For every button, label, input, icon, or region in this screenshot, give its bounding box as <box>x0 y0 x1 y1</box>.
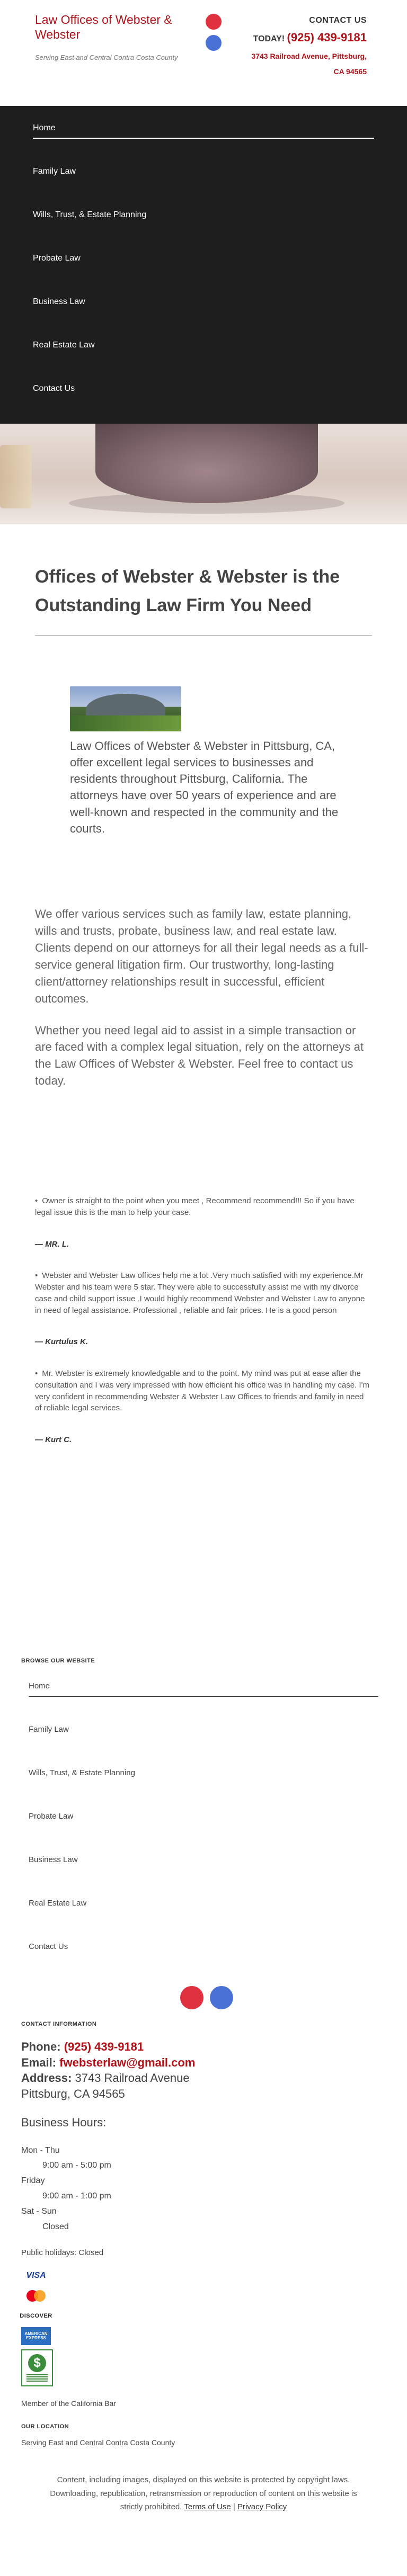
address-label: Address: <box>21 2071 72 2085</box>
privacy-policy-link[interactable]: Privacy Policy <box>237 2502 287 2512</box>
footer-social-red-icon[interactable] <box>180 1986 204 2009</box>
footer-nav <box>21 1676 386 1980</box>
review-text: • Webster and Webster Law offices help me a lot .Very much satisfied with my experience.Mr Webster and his team were 5 star. They were able to successfully assist me with my divorce case and child support issue .I would highly recommend Webster and Webster Law to anyone in need of legal assistance. Professional , reliable and fair prices. He is a good person <box>35 1270 372 1316</box>
main-content <box>0 524 407 1446</box>
terms-of-use-link[interactable]: Terms of Use <box>184 2502 231 2512</box>
contact-cta-paragraph: Whether you need legal aid to assist in a simple transaction or are faced with a complex legal situation, rely on the attorneys at the Law Offices of Webster & Webster. Feel free to contact us today. <box>35 1023 364 1088</box>
social-links <box>206 14 222 56</box>
footer-phone-row <box>21 2039 386 2055</box>
hero-gavel-base <box>95 424 318 503</box>
review-author: — Kurt C. <box>35 1435 72 1445</box>
headline-divider <box>35 635 372 636</box>
public-holidays: Public holidays: Closed <box>21 2248 104 2258</box>
about-text: Law Offices of Webster & Webster in Pittsburg, CA, offer excellent legal services to businesses and residents throughout Pittsburg, California. The attorneys have over 50 years of experience and are well-known and respected in the community and the courts. <box>70 739 339 835</box>
contact-info-heading: CONTACT INFORMATION <box>21 2020 97 2027</box>
nav-item-wills-trust-estate[interactable]: Wills, Trust, & Estate Planning <box>33 210 147 219</box>
visa-card-icon: VISA <box>26 2271 46 2280</box>
review-text: • Owner is straight to the point when you meet , Recommend recommend!!! So if you have legal issue this is the man to help your case. <box>35 1195 372 1219</box>
services-paragraph: We offer various services such as family law, estate planning, wills and trusts, probate, business law, and real estate law. Clients depend on our attorneys for all their legal needs as a full-service general litigation firm. Our trustworthy, long-lasting client/attorney relationships result in successful, efficient outcomes. <box>35 907 368 1005</box>
hours-title: Business Hours: <box>21 2115 107 2129</box>
hours-time: 9:00 am - 5:00 pm <box>42 2161 111 2170</box>
page-headline: Offices of Webster & Webster is the Outstanding Law Firm You Need <box>35 567 340 616</box>
nav-item-probate-law[interactable]: Probate Law <box>33 254 81 263</box>
footer-nav-family-law[interactable]: Family Law <box>29 1724 69 1734</box>
hero-gavel-image <box>0 424 407 524</box>
header-address-line2: CA 94565 <box>333 67 367 76</box>
main-nav <box>0 106 407 424</box>
brand-tagline: Serving East and Central Contra Costa County <box>35 53 178 62</box>
today-phone-row <box>251 31 367 44</box>
footer-nav-contact-us[interactable]: Contact Us <box>29 1942 68 1951</box>
footer-email-row <box>21 2055 386 2071</box>
footer-address-line2: Pittsburg, CA 94565 <box>21 2087 125 2100</box>
location-text: Serving East and Central Contra Costa County <box>21 2438 175 2447</box>
footer-address-row <box>21 2070 386 2086</box>
link-separator: | <box>233 2502 235 2512</box>
hours-days: Sat - Sun <box>21 2206 57 2216</box>
about-block <box>35 686 364 837</box>
nav-item-home[interactable]: Home <box>33 118 374 139</box>
hours-days: Mon - Thu <box>21 2145 60 2155</box>
hours-time: Closed <box>42 2222 69 2231</box>
review-item <box>35 1270 372 1348</box>
nav-item-business-law[interactable]: Business Law <box>33 297 85 306</box>
contact-us-label: CONTACT US <box>309 16 367 25</box>
review-item <box>35 1195 372 1250</box>
site-footer <box>0 1658 407 2535</box>
footer-social-links <box>180 1986 386 2009</box>
hero-brass-detail <box>0 445 32 508</box>
footer-nav-wills-trust-estate[interactable]: Wills, Trust, & Estate Planning <box>29 1768 135 1777</box>
browse-heading: BROWSE OUR WEBSITE <box>21 1657 95 1664</box>
header-address-line1: 3743 Railroad Avenue, Pittsburg, <box>251 52 367 60</box>
location-heading: OUR LOCATION <box>21 2423 69 2430</box>
header-contact <box>251 16 367 80</box>
reviews-list <box>35 1195 372 1446</box>
hours-days: Friday <box>21 2176 45 2186</box>
site-header <box>0 0 407 106</box>
amex-card-icon: AMERICAN EXPRESS <box>21 2327 51 2345</box>
footer-nav-business-law[interactable]: Business Law <box>29 1855 78 1864</box>
mastercard-icon <box>21 2287 51 2305</box>
footer-address-line1: 3743 Railroad Avenue <box>75 2071 190 2085</box>
review-item <box>35 1368 372 1446</box>
cash-lines-icon <box>26 2374 48 2382</box>
copyright-text: Content, including images, displayed on this website is protected by copyright laws. Downloading, republication, retransmission or reproduction of content on this website is strictly prohibited. <box>50 2475 357 2512</box>
copyright-notice <box>21 2473 386 2514</box>
footer-email-link[interactable]: fwebsterlaw@gmail.com <box>59 2055 196 2069</box>
dollar-icon: $ <box>28 2354 46 2372</box>
review-author: — MR. L. <box>35 1239 69 1249</box>
brand-name[interactable]: Law Offices of Webster & Webster <box>35 13 172 41</box>
nav-item-family-law[interactable]: Family Law <box>33 167 76 176</box>
discover-card-icon: DISCOVER <box>20 2313 52 2320</box>
bar-membership: Member of the California Bar <box>21 2399 116 2408</box>
footer-phone-link[interactable]: (925) 439-9181 <box>64 2040 144 2053</box>
nav-item-contact-us[interactable]: Contact Us <box>33 384 75 393</box>
footer-social-blue-icon[interactable] <box>210 1986 233 2009</box>
phone-label: Phone: <box>21 2040 61 2053</box>
email-label: Email: <box>21 2055 57 2069</box>
header-phone-link[interactable]: (925) 439-9181 <box>287 31 367 44</box>
hours-time: 9:00 am - 1:00 pm <box>42 2191 111 2201</box>
social-blue-icon[interactable] <box>206 35 222 51</box>
thumbnail-field <box>70 715 181 731</box>
review-author: — Kurtulus K. <box>35 1337 88 1347</box>
business-hours <box>21 2143 386 2235</box>
social-red-icon[interactable] <box>206 14 222 30</box>
payment-cards <box>21 2267 386 2345</box>
cash-payment-icon <box>21 2349 53 2386</box>
landscape-thumbnail <box>70 686 181 731</box>
today-label: TODAY! <box>253 34 285 43</box>
nav-item-real-estate-law[interactable]: Real Estate Law <box>33 341 95 350</box>
header-address <box>251 49 367 80</box>
footer-nav-home[interactable]: Home <box>29 1676 378 1697</box>
footer-nav-probate-law[interactable]: Probate Law <box>29 1811 74 1821</box>
footer-nav-real-estate-law[interactable]: Real Estate Law <box>29 1898 87 1908</box>
review-text: • Mr. Webster is extremely knowledgable and to the point. My mind was put at ease after the consultation and I was very impressed with how efficient his office was in handling my case. I'm very confident in recommending Webster & Webster Law Offices to friends and family in need of reliable legal services. <box>35 1368 372 1414</box>
